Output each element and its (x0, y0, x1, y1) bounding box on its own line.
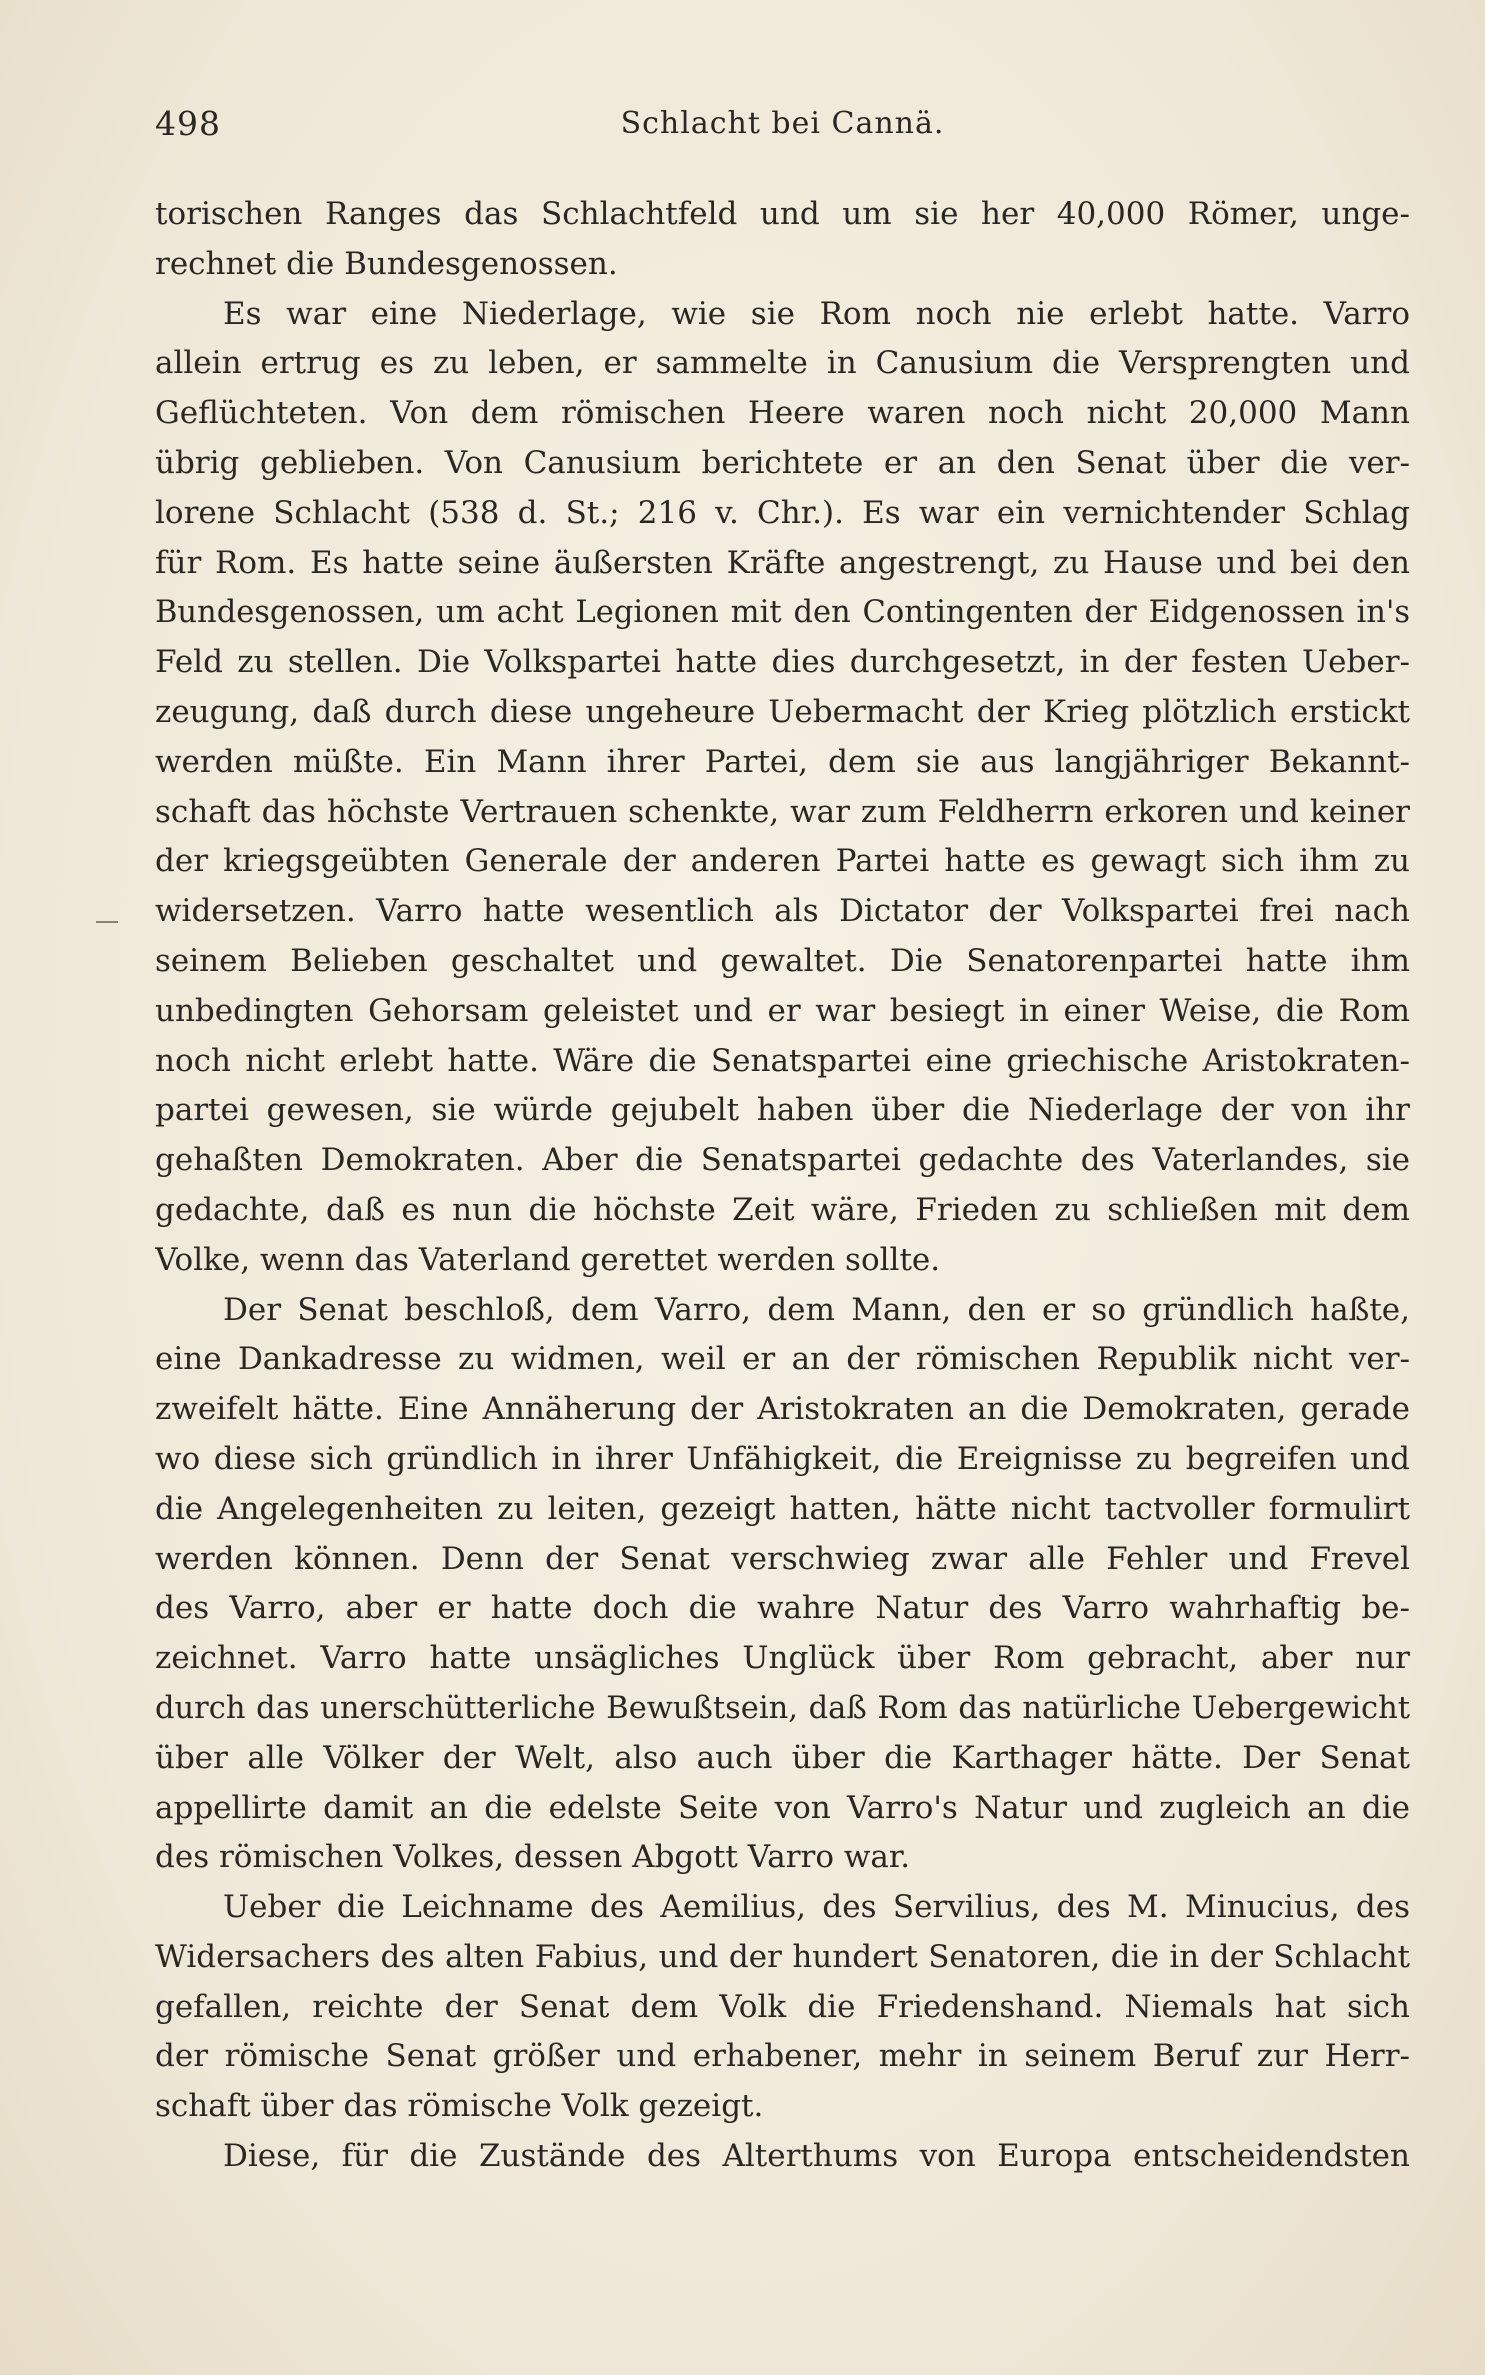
text-line: Diese, für die Zustände des Alterthums von Europa entscheidendsten (223, 2138, 1410, 2175)
text-line: des Varro, aber er hatte doch die wahre Natur des Varro wahrhaftig be- (155, 1590, 1410, 1627)
text-line: schaft über das römische Volk gezeigt. (155, 2088, 764, 2125)
text-line: über alle Völker der Welt, also auch über die Karthager hätte. Der Senat (155, 1739, 1410, 1776)
text-line: rechnet die Bundesgenossen. (155, 245, 618, 282)
text-line: werden können. Denn der Senat verschwieg zwar alle Fehler und Frevel (155, 1540, 1410, 1577)
text-line: für Rom. Es hatte seine äußersten Kräfte angestrengt, zu Hause und bei den (155, 544, 1410, 581)
text-line: allein ertrug es zu leben, er sammelte in Canusium die Versprengten und (155, 345, 1410, 382)
text-line: Ueber die Leichname des Aemilius, des Servilius, des M. Minucius, des (223, 1889, 1410, 1926)
page-number: 498 (155, 104, 221, 143)
page-header (155, 100, 1410, 150)
text-line: Feld zu stellen. Die Volkspartei hatte dies durchgesetzt, in der festen Ueber- (155, 644, 1410, 681)
text-line: noch nicht erlebt hatte. Wäre die Senatspartei eine griechische Aristokraten- (155, 1042, 1410, 1079)
text-line: Widersachers des alten Fabius, und der hundert Senatoren, die in der Schlacht (155, 1938, 1410, 1975)
text-line: widersetzen. Varro hatte wesentlich als Dictator der Volkspartei frei nach (155, 893, 1410, 930)
text-line: Der Senat beschloß, dem Varro, dem Mann, den er so gründlich haßte, (223, 1291, 1410, 1328)
text-line: unbedingten Gehorsam geleistet und er war besiegt in einer Weise, die Rom (155, 992, 1410, 1029)
text-line: lorene Schlacht (538 d. St.; 216 v. Chr.). Es war ein vernichtender Schlag (155, 494, 1410, 531)
text-line: Bundesgenossen, um acht Legionen mit den Contingenten der Eidgenossen in's (155, 595, 1410, 631)
text-line: zweifelt hätte. Eine Annäherung der Aristokraten an die Demokraten, gerade (155, 1391, 1410, 1428)
running-head: Schlacht bei Cannä. (620, 106, 945, 141)
text-line: gedachte, daß es nun die höchste Zeit wäre, Frieden zu schließen mit dem (155, 1191, 1410, 1228)
text-line: die Angelegenheiten zu leiten, gezeigt hatten, hätte nicht tactvoller formulirt (155, 1490, 1410, 1527)
text-line: appellirte damit an die edelste Seite von Varro's Natur und zugleich an die (155, 1789, 1410, 1826)
text-line: gehaßten Demokraten. Aber die Senatspartei gedachte des Vaterlandes, sie (155, 1142, 1410, 1179)
text-line: partei gewesen, sie würde gejubelt haben über die Niederlage der von ihr (155, 1092, 1410, 1129)
text-line: übrig geblieben. Von Canusium berichtete er an den Senat über die ver- (155, 444, 1410, 481)
text-line: wo diese sich gründlich in ihrer Unfähigkeit, die Ereignisse zu begreifen und (155, 1440, 1410, 1477)
text-line: schaft das höchste Vertrauen schenkte, war zum Feldherrn erkoren und keiner (155, 793, 1410, 830)
text-line: eine Dankadresse zu widmen, weil er an der römischen Republik nicht ver- (155, 1341, 1410, 1378)
text-line: Volke, wenn das Vaterland gerettet werden sollte. (155, 1241, 941, 1278)
text-line: zeichnet. Varro hatte unsägliches Unglück über Rom gebracht, aber nur (155, 1640, 1410, 1677)
text-line: Geflüchteten. Von dem römischen Heere waren noch nicht 20,000 Mann (155, 395, 1410, 432)
text-line: des römischen Volkes, dessen Abgott Varro war. (155, 1839, 911, 1876)
text-line: zeugung, daß durch diese ungeheure Uebermacht der Krieg plötzlich erstickt (155, 693, 1410, 730)
text-line: torischen Ranges das Schlachtfeld und um sie her 40,000 Römer, unge- (155, 196, 1410, 232)
text-line: gefallen, reichte der Senat dem Volk die Friedenshand. Niemals hat sich (155, 1988, 1410, 2025)
text-line: Es war eine Niederlage, wie sie Rom noch nie erlebt hatte. Varro (223, 295, 1410, 332)
text-line: werden müßte. Ein Mann ihrer Partei, dem sie aus langjähriger Bekannt- (155, 743, 1410, 780)
text-line: seinem Belieben geschaltet und gewaltet. Die Senatorenpartei hatte ihm (155, 942, 1410, 979)
body-text (155, 190, 1410, 2182)
margin-mark (96, 921, 118, 923)
text-line: der kriegsgeübten Generale der anderen Partei hatte es gewagt sich ihm zu (155, 843, 1410, 880)
text-line: durch das unerschütterliche Bewußtsein, daß Rom das natürliche Uebergewicht (155, 1690, 1410, 1726)
text-line: der römische Senat größer und erhabener, mehr in seinem Beruf zur Herr- (155, 2038, 1410, 2075)
